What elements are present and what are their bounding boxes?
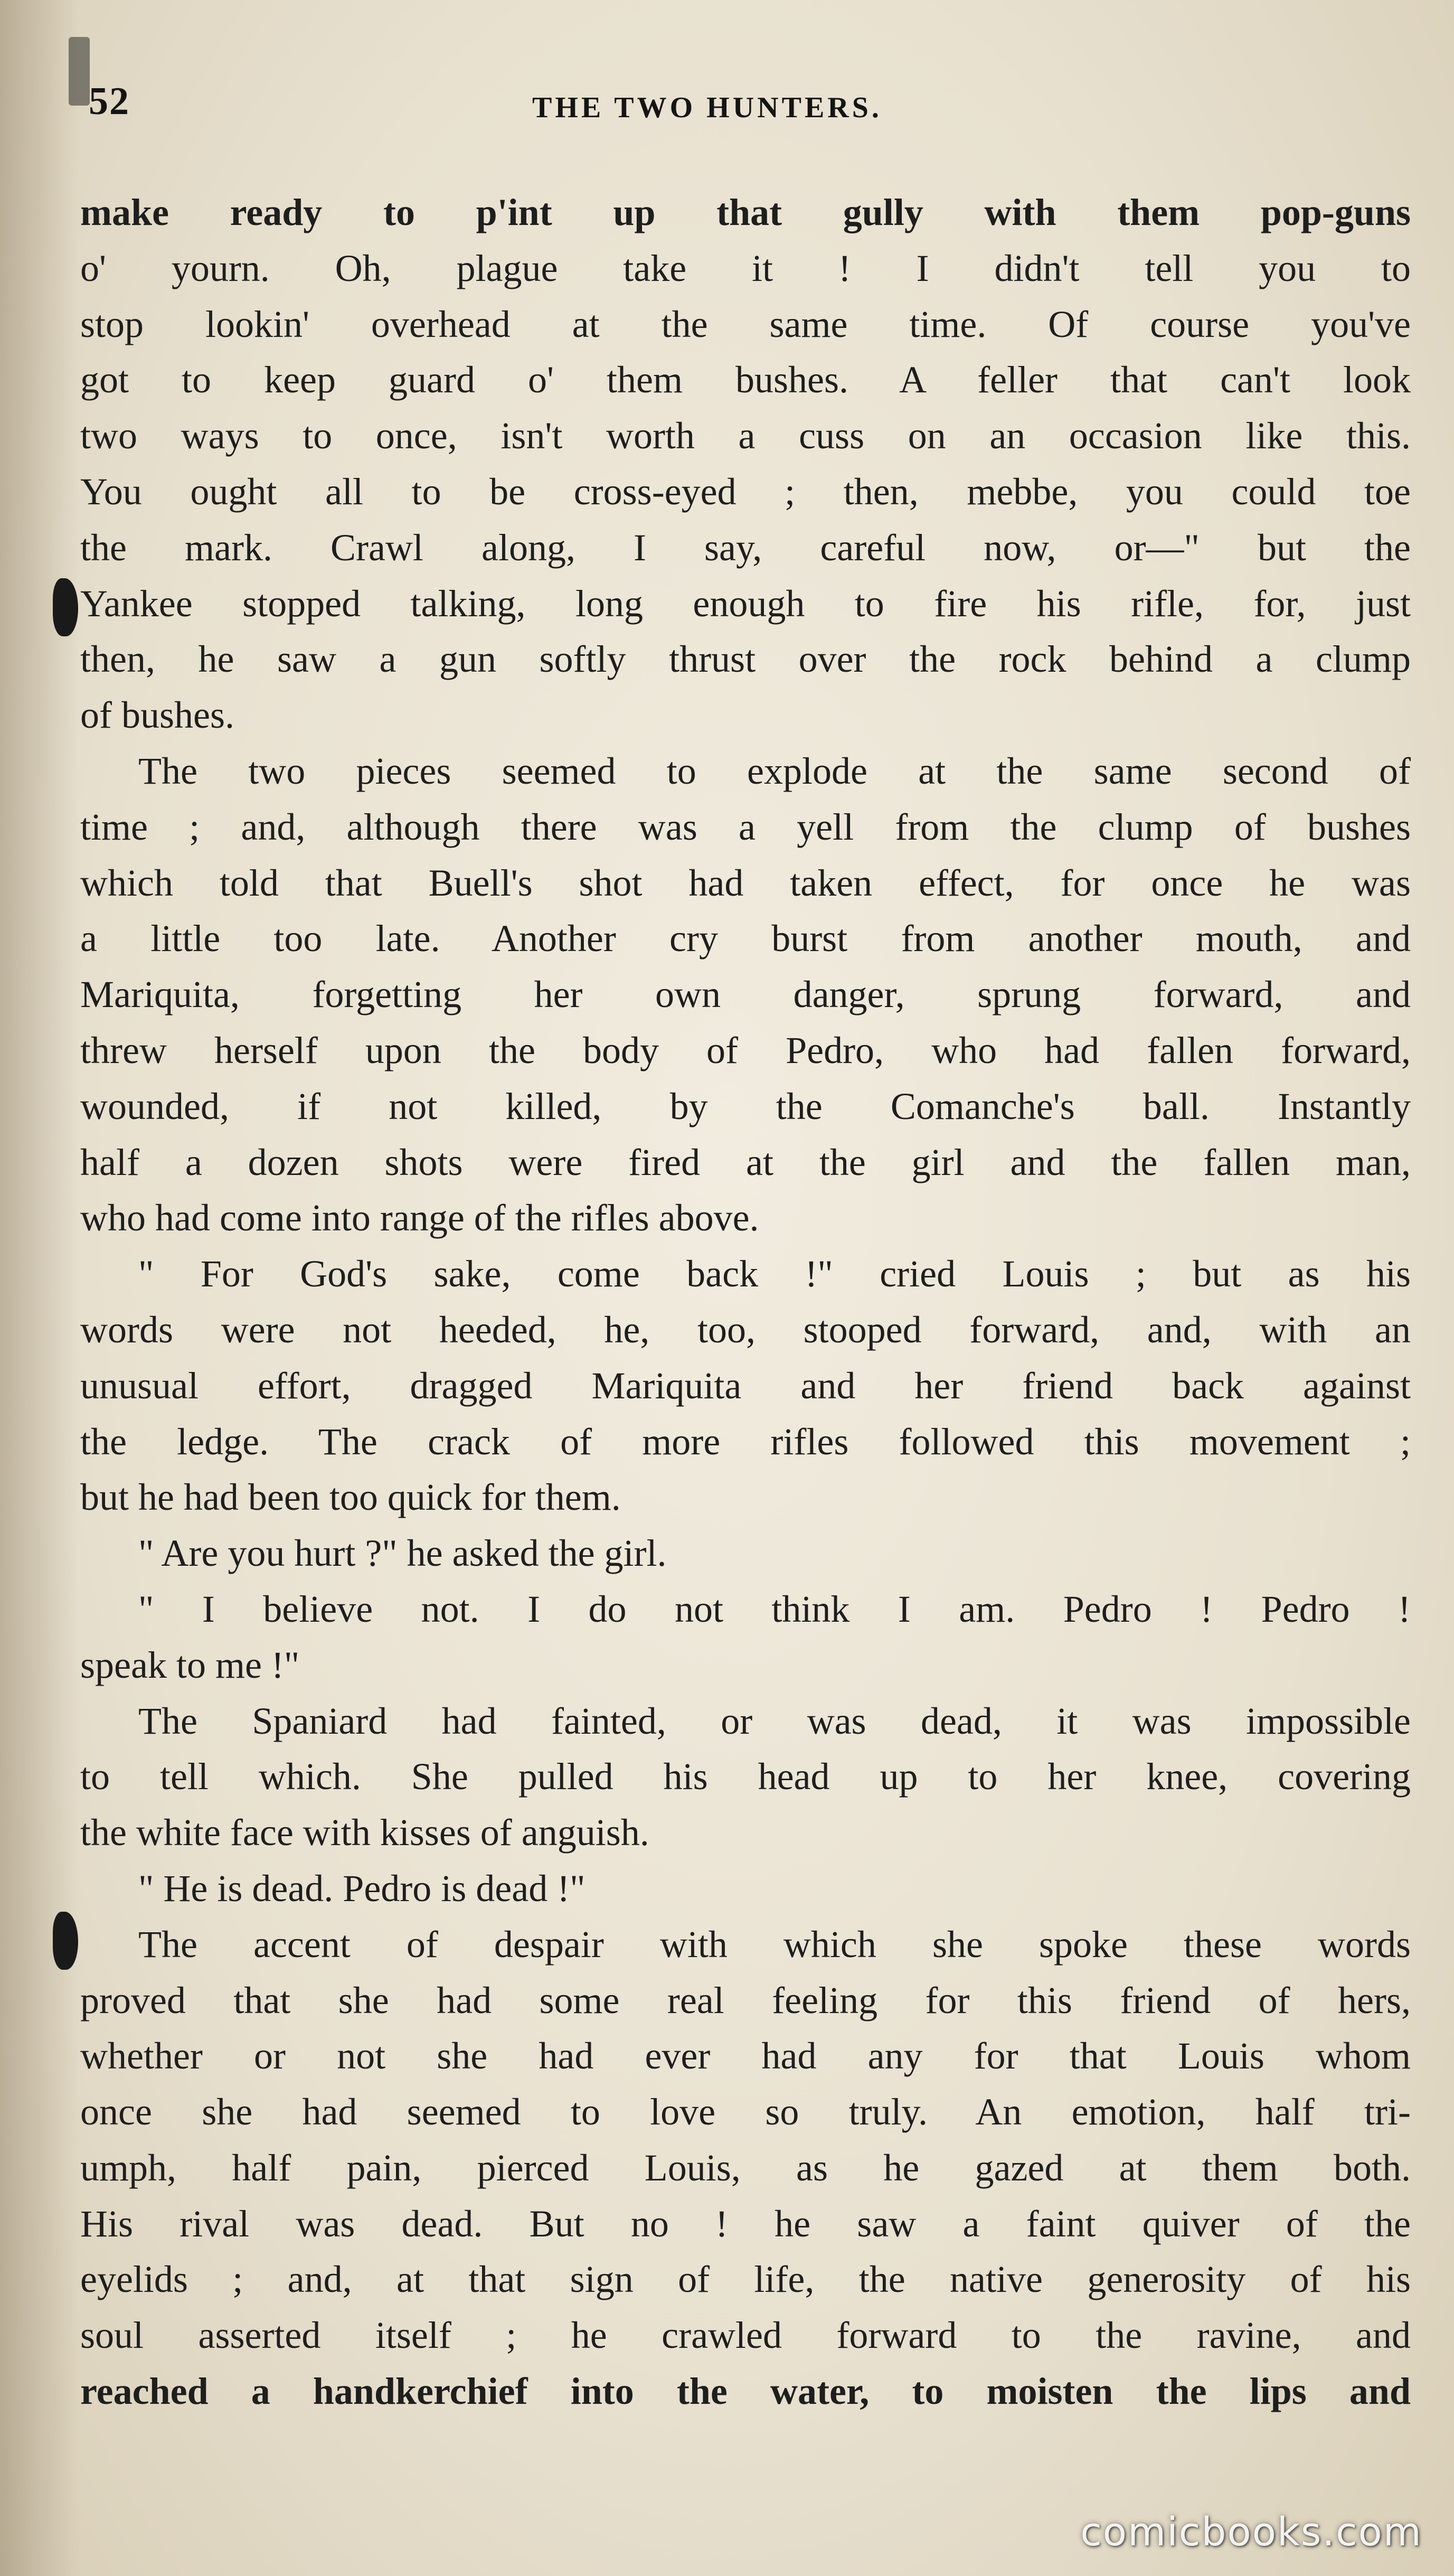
text-line: but he had been too quick for them. xyxy=(80,1476,621,1519)
ink-blot xyxy=(53,578,78,636)
text-line: got to keep guard o' them bushes. A feller that can't look xyxy=(80,359,1411,401)
text-line: then, he saw a gun softly thrust over the rock behind a clump xyxy=(80,638,1411,681)
text-line: unusual effort, dragged Mariquita and her friend back against xyxy=(80,1364,1411,1407)
text-line: reached a handkerchief into the water, to moisten the lips and xyxy=(80,2370,1411,2413)
text-line: The Spaniard had fainted, or was dead, it was impossible xyxy=(138,1699,1411,1742)
text-line: The accent of despair with which she spoke these words xyxy=(138,1923,1411,1966)
text-line: Mariquita, forgetting her own danger, sprung forward, and xyxy=(80,973,1411,1016)
text-line: whether or not she had ever had any for that Louis whom xyxy=(80,2035,1411,2077)
body-text xyxy=(80,185,1411,2420)
text-line: The two pieces seemed to explode at the same second of xyxy=(138,749,1411,792)
text-line: half a dozen shots were fired at the girl and the fallen man, xyxy=(80,1141,1411,1183)
page-header xyxy=(89,79,1419,137)
text-line: " I believe not. I do not think I am. Pedro ! Pedro ! xyxy=(138,1587,1411,1630)
text-line: of bushes. xyxy=(80,694,234,737)
text-line: eyelids ; and, at that sign of life, the native generosity of his xyxy=(80,2258,1411,2301)
text-line: umph, half pain, pierced Louis, as he gazed at them both. xyxy=(80,2146,1411,2189)
running-head: THE TWO HUNTERS. xyxy=(532,91,882,124)
text-line: " Are you hurt ?" he asked the girl. xyxy=(138,1532,667,1575)
text-line: the mark. Crawl along, I say, careful now, or—" but the xyxy=(80,526,1411,569)
site-watermark: comicbooks.com xyxy=(1080,2509,1422,2555)
text-line: which told that Buell's shot had taken effect, for once he was xyxy=(80,861,1411,904)
text-line: the white face with kisses of anguish. xyxy=(80,1811,649,1854)
text-line: o' yourn. Oh, plague take it ! I didn't tell you to xyxy=(80,247,1411,289)
text-line: stop lookin' overhead at the same time. Of course you've xyxy=(80,303,1411,345)
text-line: His rival was dead. But no ! he saw a faint quiver of the xyxy=(80,2202,1411,2245)
ink-blot xyxy=(53,1912,78,1970)
text-line: proved that she had some real feeling for this friend of hers, xyxy=(80,1979,1411,2022)
text-line: two ways to once, isn't worth a cuss on an occasion like this. xyxy=(80,415,1411,457)
text-line: a little too late. Another cry burst from another mouth, and xyxy=(80,917,1411,960)
corner-ink-mark xyxy=(69,37,90,106)
text-line: make ready to p'int up that gully with them pop-guns xyxy=(80,191,1411,233)
text-line: wounded, if not killed, by the Comanche's ball. Instantly xyxy=(80,1085,1411,1127)
page-number: 52 xyxy=(89,80,130,123)
text-line: You ought all to be cross-eyed ; then, mebbe, you could toe xyxy=(80,470,1411,513)
text-line: time ; and, although there was a yell from the clump of bushes xyxy=(80,805,1411,848)
text-line: who had come into range of the rifles above. xyxy=(80,1197,759,1239)
text-line: " For God's sake, come back !" cried Louis ; but as his xyxy=(138,1253,1411,1295)
text-line: soul asserted itself ; he crawled forward to the ravine, and xyxy=(80,2314,1411,2357)
text-line: " He is dead. Pedro is dead !" xyxy=(138,1867,586,1910)
text-line: speak to me !" xyxy=(80,1643,300,1686)
text-line: words were not heeded, he, too, stooped forward, and, with an xyxy=(80,1308,1411,1351)
text-line: once she had seemed to love so truly. An emotion, half tri- xyxy=(80,2091,1411,2133)
text-line: Yankee stopped talking, long enough to fire his rifle, for, just xyxy=(80,582,1411,625)
text-line: threw herself upon the body of Pedro, who had fallen forward, xyxy=(80,1029,1411,1071)
text-line: to tell which. She pulled his head up to her knee, covering xyxy=(80,1755,1411,1798)
text-line: the ledge. The crack of more rifles followed this movement ; xyxy=(80,1420,1411,1463)
binding-shadow xyxy=(0,0,79,2576)
